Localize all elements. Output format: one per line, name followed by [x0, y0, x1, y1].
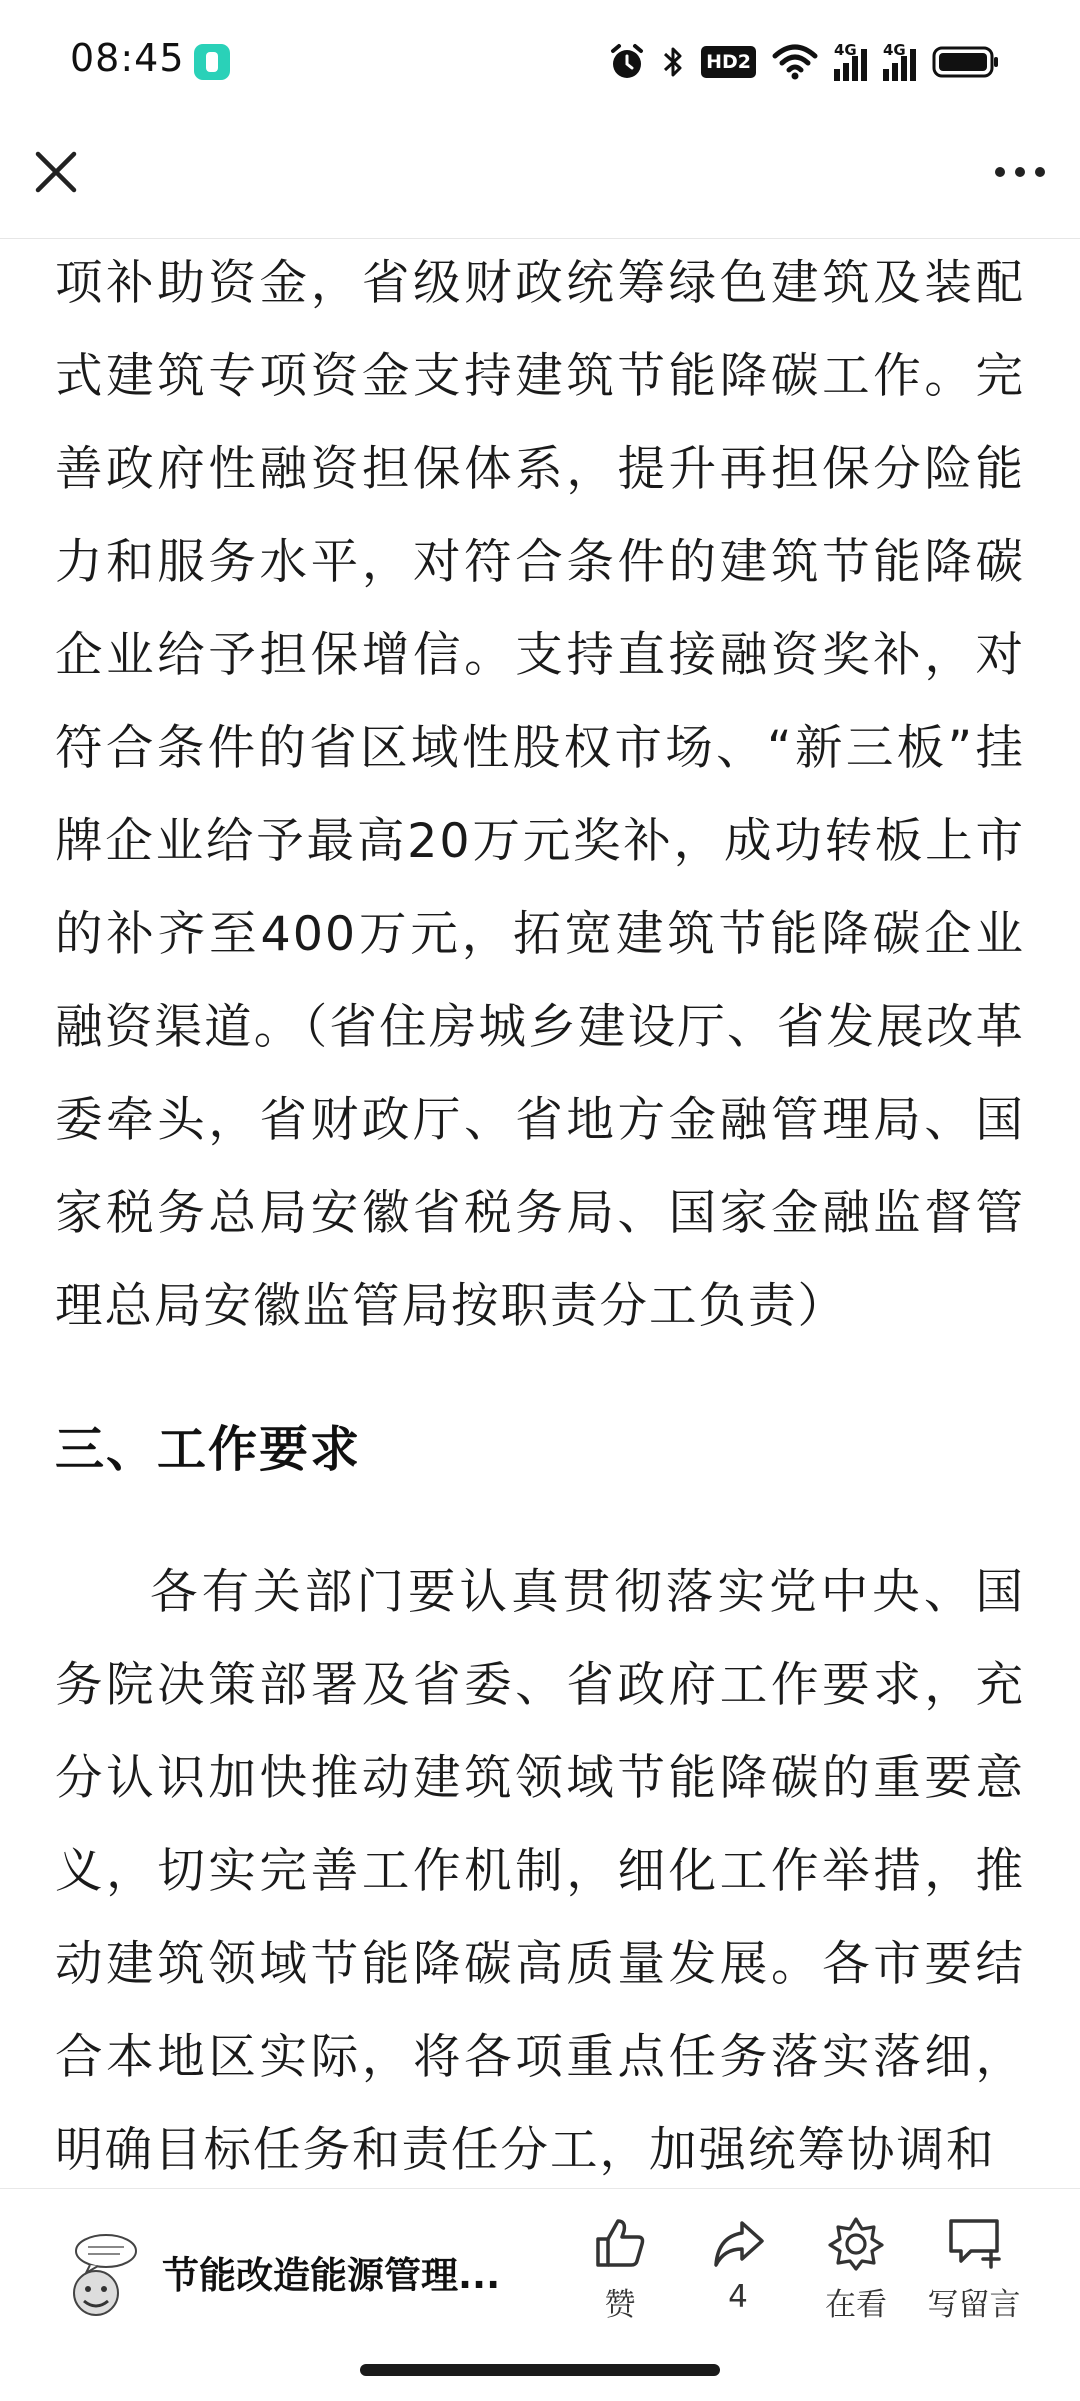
thumbs-up-icon [592, 2215, 648, 2271]
wow-button[interactable] [796, 2215, 916, 2324]
star-flower-icon [828, 2215, 884, 2271]
alarm-icon [609, 43, 645, 81]
article-body [55, 238, 1025, 2188]
like-button[interactable] [560, 2215, 680, 2324]
status-bar [0, 0, 1080, 120]
account-avatar[interactable] [66, 2231, 138, 2319]
wifi-icon [772, 44, 818, 80]
signal-2-icon: 4G [883, 43, 916, 81]
write-comment-button[interactable] [914, 2215, 1034, 2324]
bluetooth-icon [661, 43, 685, 81]
app-notification-icon [194, 44, 230, 80]
home-indicator[interactable] [360, 2364, 720, 2376]
write-comment-label: 写留言 [927, 2287, 1021, 2323]
wow-label: 在看 [825, 2287, 887, 2323]
account-name[interactable]: 节能改造能源管理... [162, 2254, 501, 2297]
like-label: 赞 [604, 2287, 636, 2323]
section-heading: 三、工作要求 [55, 1421, 362, 1478]
share-button[interactable] [678, 2215, 798, 2315]
status-icons [609, 40, 1000, 84]
comment-add-icon [945, 2215, 1003, 2271]
article-paragraph: 项补助资金，省级财政统筹绿色建筑及装配式建筑专项资金支持建筑节能降碳工作。完善政府性融资担保体系，提升再担保分险能力和服务水平，对符合条件的建筑节能降碳企业给予担保增信。支持直接融资奖补，对符合条件的省区域性股权市场、“新三板”挂牌企业给予最高20万元奖补，成功转板上市的补齐至400万元，拓宽建筑节能降碳企业融资渠道。（省住房城乡建设厅、省发展改革委牵头，省财政厅、省地方金融管理局、国家税务总局安徽省税务局、国家金融监督管理总局安徽监管局按职责分工负责） [55, 256, 1025, 1334]
more-options-icon[interactable] [988, 150, 1052, 194]
battery-icon [932, 44, 1000, 80]
hd-voice-icon: HD2 [701, 46, 756, 78]
top-nav [0, 120, 1080, 239]
status-time: 08:45 [70, 36, 185, 80]
close-icon[interactable] [28, 144, 84, 200]
share-count: 4 [728, 2279, 748, 2315]
share-arrow-icon [710, 2215, 766, 2271]
article-paragraph: 各有关部门要认真贯彻落实党中央、国务院决策部署及省委、省政府工作要求，充分认识加快推动建筑领域节能降碳的重要意义，切实完善工作机制，细化工作举措，推动建筑领域节能降碳高质量发展。各市要结合本地区实际，将各项重点任务落实落细，明确目标任务和责任分工，加强统筹协调和 [55, 1565, 1025, 2178]
signal-1-icon: 4G [834, 43, 867, 81]
